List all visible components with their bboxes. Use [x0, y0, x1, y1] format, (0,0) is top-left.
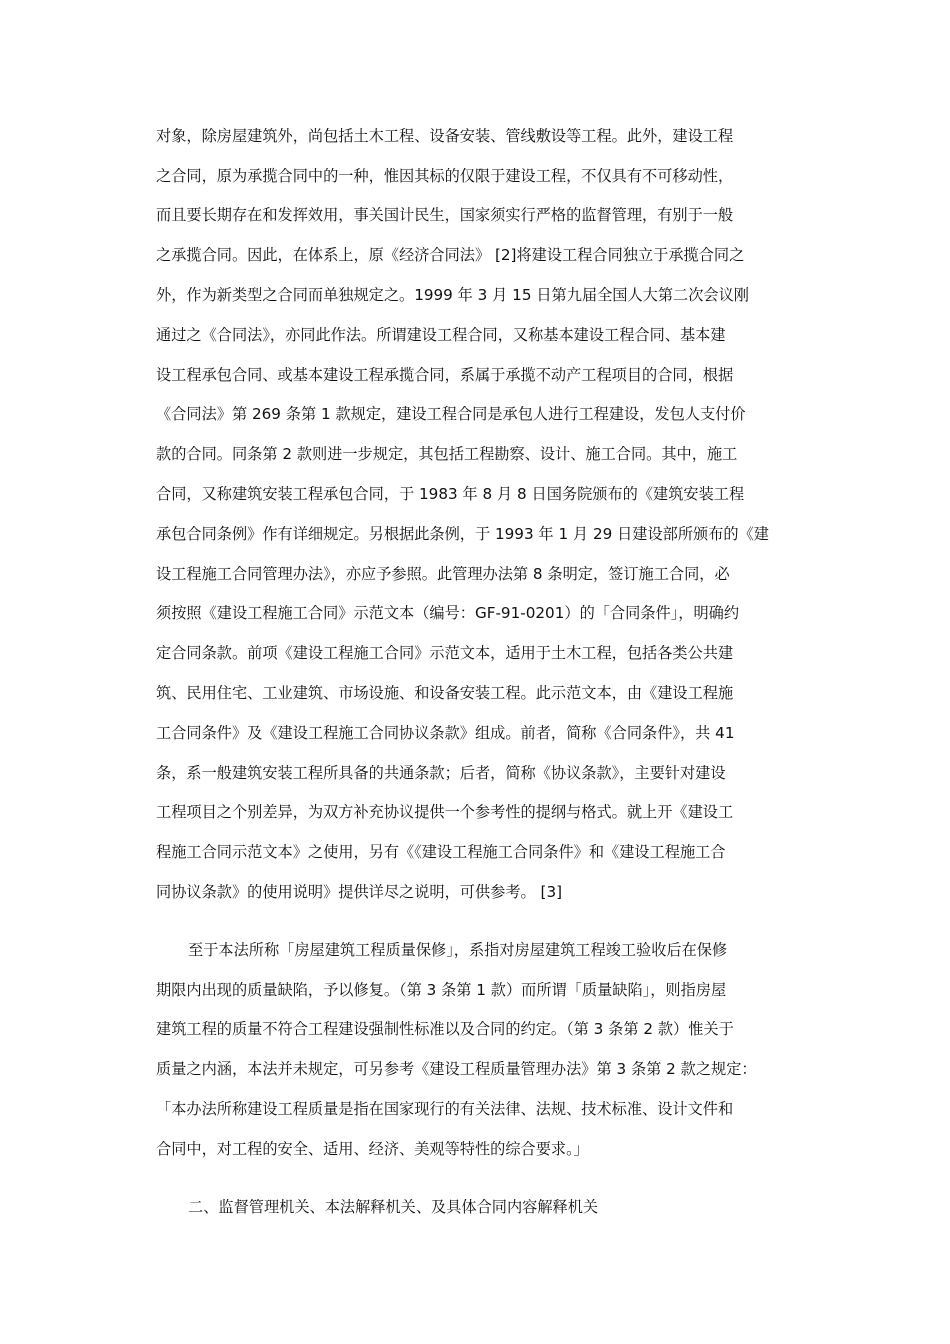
paragraph-line: 至于本法所称「房屋建筑工程质量保修」，系指对房屋建筑工程竣工验收后在保修	[188, 941, 728, 959]
paragraph-line: 而且要长期存在和发挥效用，事关国计民生，国家须实行严格的监督管理，有别于一般	[156, 206, 734, 224]
paragraph-line: 工合同条件》及《建设工程施工合同协议条款》组成。前者，简称《合同条件》，共 41	[156, 724, 735, 742]
paragraph-line: 承包合同条例》作有详细规定。另根据此条例，于 1993 年 1 月 29 日建设部所颁布的《建	[156, 525, 769, 543]
paragraph-line: 合同，又称建筑安装工程承包合同，于 1983 年 8 月 8 日国务院颁布的《建筑安装工程	[156, 485, 745, 503]
paragraph-line: 同协议条款》的使用说明》提供详尽之说明，可供参考。 [3]	[156, 883, 563, 901]
paragraph-line: 外，作为新类型之合同而单独规定之。1999 年 3 月 15 日第九届全国人大第二次会议刚	[156, 286, 749, 304]
paragraph-line: 条，系一般建筑安装工程所具备的共通条款；后者，简称《协议条款》，主要针对建设	[156, 764, 726, 782]
paragraph-line: 期限内出现的质量缺陷，予以修复。（第 3 条第 1 款）而所谓「质量缺陷」，则指房屋	[156, 981, 727, 999]
paragraph-line: 《合同法》第 269 条第 1 款规定，建设工程合同是承包人进行工程建设，发包人支付价	[156, 405, 746, 423]
paragraph-line: 之承揽合同。因此，在体系上，原《经济合同法》 [2]将建设工程合同独立于承揽合同之	[156, 246, 745, 264]
paragraph-line: 工程项目之个别差异，为双方补充协议提供一个参考性的提纲与格式。就上开《建设工	[156, 803, 734, 821]
paragraph-line: 质量之内涵，本法并未规定，可另参考《建设工程质量管理办法》第 3 条第 2 款之规定：	[156, 1060, 757, 1078]
paragraph-line: 定合同条款。前项《建设工程施工合同》示范文本，适用于土木工程，包括各类公共建	[156, 644, 734, 662]
paragraph-line: 款的合同。同条第 2 款则进一步规定，其包括工程勘察、设计、施工合同。其中，施工	[156, 445, 738, 463]
paragraph-line: 建筑工程的质量不符合工程建设强制性标准以及合同的约定。（第 3 条第 2 款）惟关于	[156, 1020, 734, 1038]
paragraph-line: 程施工合同示范文本》之使用，另有《《建设工程施工合同条件》和《建设工程施工合	[156, 843, 726, 861]
paragraph-line: 须按照《建设工程施工合同》示范文本（编号：GF-91-0201）的「合同条件」，明确约	[156, 604, 740, 622]
paragraph-line: 筑、民用住宅、工业建筑、市场设施、和设备安装工程。此示范文本，由《建设工程施	[156, 684, 734, 702]
paragraph-line: 对象，除房屋建筑外，尚包括土木工程、设备安装、管线敷设等工程。此外，建设工程	[156, 127, 734, 145]
paragraph-line: 之合同，原为承揽合同中的一种，惟因其标的仅限于建设工程，不仅具有不可移动性，	[156, 167, 734, 185]
paragraph-line: 合同中，对工程的安全、适用、经济、美观等特性的综合要求。」	[156, 1140, 589, 1158]
paragraph-line: 通过之《合同法》，亦同此作法。所谓建设工程合同，又称基本建设工程合同、基本建	[156, 326, 726, 344]
section-heading: 二、监督管理机关、本法解释机关、及具体合同内容解释机关	[188, 1198, 599, 1216]
paragraph-line: 「本办法所称建设工程质量是指在国家现行的有关法律、法规、技术标准、设计文件和	[156, 1100, 734, 1118]
paragraph-line: 设工程承包合同、或基本建设工程承揽合同，系属于承揽不动产工程项目的合同，根据	[156, 366, 734, 384]
paragraph-line: 设工程施工合同管理办法》，亦应予参照。此管理办法第 8 条明定，签订施工合同，必	[156, 565, 730, 583]
